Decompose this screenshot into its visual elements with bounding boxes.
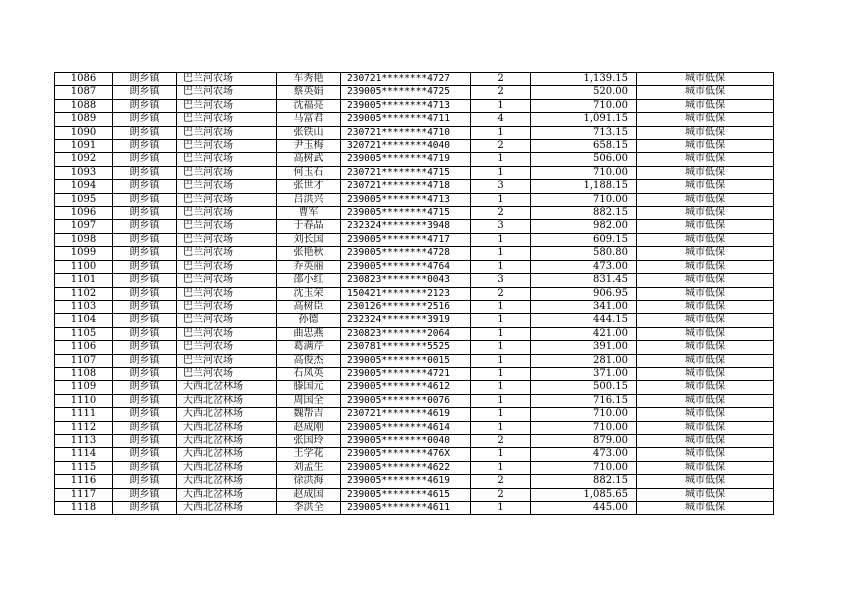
name-cell: 沈玉荣 (277, 287, 341, 300)
unit-cell: 巴兰河农场 (177, 300, 277, 313)
name-cell: 张世才 (277, 180, 341, 193)
id-number-cell: 239005********4611 (341, 502, 471, 515)
id-number-cell: 239005********4619 (341, 475, 471, 488)
id-number-cell: 230721********4715 (341, 166, 471, 179)
id-number-cell: 239005********0040 (341, 434, 471, 447)
table-row (55, 73, 774, 86)
unit-cell: 大西北岔林场 (177, 461, 277, 474)
name-cell: 刘孟生 (277, 461, 341, 474)
id-number-cell: 239005********0076 (341, 394, 471, 407)
name-cell: 邵小红 (277, 274, 341, 287)
name-cell: 曲忠燕 (277, 327, 341, 340)
unit-cell: 巴兰河农场 (177, 314, 277, 327)
assistance-type-cell: 城市低保 (637, 394, 774, 407)
id-number-cell: 239005********4713 (341, 193, 471, 206)
id-number-cell: 239005********4719 (341, 153, 471, 166)
id-number-cell: 230823********2064 (341, 327, 471, 340)
row-number: 1096 (55, 207, 113, 220)
table-row (55, 314, 774, 327)
row-number: 1103 (55, 300, 113, 313)
row-number: 1090 (55, 126, 113, 139)
assistance-type-cell: 城市低保 (637, 475, 774, 488)
household-count-cell: 1 (471, 126, 531, 139)
table-row (55, 180, 774, 193)
town-cell: 朗乡镇 (113, 448, 177, 461)
amount-cell: 882.15 (531, 475, 637, 488)
assistance-type-cell: 城市低保 (637, 341, 774, 354)
amount-cell: 1,091.15 (531, 113, 637, 126)
row-number: 1088 (55, 99, 113, 112)
table-row (55, 488, 774, 501)
household-count-cell: 1 (471, 408, 531, 421)
table-row (55, 354, 774, 367)
amount-cell: 831.45 (531, 274, 637, 287)
town-cell: 朗乡镇 (113, 113, 177, 126)
unit-cell: 巴兰河农场 (177, 180, 277, 193)
name-cell: 赵成国 (277, 488, 341, 501)
unit-cell: 巴兰河农场 (177, 166, 277, 179)
id-number-cell: 239005********4713 (341, 99, 471, 112)
unit-cell: 巴兰河农场 (177, 274, 277, 287)
id-number-cell: 239005********4725 (341, 86, 471, 99)
unit-cell: 巴兰河农场 (177, 113, 277, 126)
assistance-type-cell: 城市低保 (637, 113, 774, 126)
household-count-cell: 1 (471, 421, 531, 434)
name-cell: 乔英丽 (277, 260, 341, 273)
assistance-type-cell: 城市低保 (637, 300, 774, 313)
assistance-type-cell: 城市低保 (637, 502, 774, 515)
id-number-cell: 239005********4721 (341, 367, 471, 380)
town-cell: 朗乡镇 (113, 220, 177, 233)
name-cell: 石凤英 (277, 367, 341, 380)
town-cell: 朗乡镇 (113, 488, 177, 501)
row-number: 1097 (55, 220, 113, 233)
town-cell: 朗乡镇 (113, 475, 177, 488)
assistance-type-cell: 城市低保 (637, 166, 774, 179)
assistance-type-cell: 城市低保 (637, 126, 774, 139)
table-row (55, 247, 774, 260)
table-row (55, 421, 774, 434)
town-cell: 朗乡镇 (113, 341, 177, 354)
id-number-cell: 150421********2123 (341, 287, 471, 300)
row-number: 1100 (55, 260, 113, 273)
amount-cell: 520.00 (531, 86, 637, 99)
assistance-type-cell: 城市低保 (637, 99, 774, 112)
town-cell: 朗乡镇 (113, 126, 177, 139)
unit-cell: 巴兰河农场 (177, 99, 277, 112)
amount-cell: 580.80 (531, 247, 637, 260)
table-row (55, 113, 774, 126)
table-row (55, 207, 774, 220)
assistance-type-cell: 城市低保 (637, 140, 774, 153)
id-number-cell: 239005********4764 (341, 260, 471, 273)
id-number-cell: 239005********4612 (341, 381, 471, 394)
amount-cell: 1,085.65 (531, 488, 637, 501)
town-cell: 朗乡镇 (113, 394, 177, 407)
name-cell: 吕洪兴 (277, 193, 341, 206)
table-row (55, 166, 774, 179)
table-row (55, 408, 774, 421)
assistance-type-cell: 城市低保 (637, 367, 774, 380)
assistance-type-cell: 城市低保 (637, 434, 774, 447)
assistance-type-cell: 城市低保 (637, 448, 774, 461)
town-cell: 朗乡镇 (113, 193, 177, 206)
amount-cell: 609.15 (531, 233, 637, 246)
row-number: 1087 (55, 86, 113, 99)
row-number: 1086 (55, 73, 113, 86)
town-cell: 朗乡镇 (113, 300, 177, 313)
name-cell: 张艳秋 (277, 247, 341, 260)
table-row (55, 448, 774, 461)
row-number: 1108 (55, 367, 113, 380)
id-number-cell: 239005********0015 (341, 354, 471, 367)
name-cell: 张铁山 (277, 126, 341, 139)
name-cell: 高树臣 (277, 300, 341, 313)
amount-cell: 716.15 (531, 394, 637, 407)
name-cell: 周国全 (277, 394, 341, 407)
household-count-cell: 2 (471, 207, 531, 220)
assistance-type-cell: 城市低保 (637, 153, 774, 166)
assistance-type-cell: 城市低保 (637, 86, 774, 99)
amount-cell: 506.00 (531, 153, 637, 166)
id-number-cell: 239005********4728 (341, 247, 471, 260)
amount-cell: 1,139.15 (531, 73, 637, 86)
town-cell: 朗乡镇 (113, 180, 177, 193)
table-row (55, 193, 774, 206)
town-cell: 朗乡镇 (113, 421, 177, 434)
id-number-cell: 239005********4614 (341, 421, 471, 434)
household-count-cell: 2 (471, 475, 531, 488)
household-count-cell: 2 (471, 434, 531, 447)
household-count-cell: 2 (471, 73, 531, 86)
assistance-type-cell: 城市低保 (637, 260, 774, 273)
household-count-cell: 1 (471, 247, 531, 260)
table-row (55, 300, 774, 313)
household-count-cell: 1 (471, 153, 531, 166)
unit-cell: 大西北岔林场 (177, 488, 277, 501)
table-row (55, 233, 774, 246)
household-count-cell: 1 (471, 394, 531, 407)
amount-cell: 341.00 (531, 300, 637, 313)
row-number: 1114 (55, 448, 113, 461)
town-cell: 朗乡镇 (113, 274, 177, 287)
assistance-type-cell: 城市低保 (637, 421, 774, 434)
table-row (55, 220, 774, 233)
household-count-cell: 1 (471, 260, 531, 273)
assistance-type-cell: 城市低保 (637, 193, 774, 206)
assistance-type-cell: 城市低保 (637, 287, 774, 300)
table-row (55, 475, 774, 488)
name-cell: 曹军 (277, 207, 341, 220)
town-cell: 朗乡镇 (113, 367, 177, 380)
row-number: 1117 (55, 488, 113, 501)
household-count-cell: 2 (471, 86, 531, 99)
town-cell: 朗乡镇 (113, 434, 177, 447)
table-row (55, 86, 774, 99)
row-number: 1115 (55, 461, 113, 474)
name-cell: 沈福亮 (277, 99, 341, 112)
row-number: 1111 (55, 408, 113, 421)
roster-table (54, 72, 774, 515)
row-number: 1089 (55, 113, 113, 126)
table-row (55, 287, 774, 300)
household-count-cell: 2 (471, 140, 531, 153)
unit-cell: 巴兰河农场 (177, 73, 277, 86)
name-cell: 于春晶 (277, 220, 341, 233)
row-number: 1092 (55, 153, 113, 166)
household-count-cell: 1 (471, 381, 531, 394)
amount-cell: 1,188.15 (531, 180, 637, 193)
amount-cell: 473.00 (531, 448, 637, 461)
id-number-cell: 230721********4710 (341, 126, 471, 139)
town-cell: 朗乡镇 (113, 247, 177, 260)
town-cell: 朗乡镇 (113, 166, 177, 179)
name-cell: 车秀艳 (277, 73, 341, 86)
table-row (55, 274, 774, 287)
household-count-cell: 1 (471, 233, 531, 246)
assistance-type-cell: 城市低保 (637, 314, 774, 327)
assistance-type-cell: 城市低保 (637, 220, 774, 233)
row-number: 1104 (55, 314, 113, 327)
household-count-cell: 1 (471, 448, 531, 461)
table-row (55, 394, 774, 407)
unit-cell: 大西北岔林场 (177, 394, 277, 407)
amount-cell: 710.00 (531, 461, 637, 474)
unit-cell: 巴兰河农场 (177, 287, 277, 300)
amount-cell: 445.00 (531, 502, 637, 515)
table-row (55, 327, 774, 340)
row-number: 1094 (55, 180, 113, 193)
id-number-cell: 239005********4717 (341, 233, 471, 246)
amount-cell: 473.00 (531, 260, 637, 273)
town-cell: 朗乡镇 (113, 73, 177, 86)
row-number: 1101 (55, 274, 113, 287)
unit-cell: 巴兰河农场 (177, 233, 277, 246)
row-number: 1113 (55, 434, 113, 447)
row-number: 1107 (55, 354, 113, 367)
unit-cell: 巴兰河农场 (177, 86, 277, 99)
name-cell: 高树武 (277, 153, 341, 166)
name-cell: 刘长国 (277, 233, 341, 246)
household-count-cell: 3 (471, 220, 531, 233)
unit-cell: 巴兰河农场 (177, 367, 277, 380)
row-number: 1109 (55, 381, 113, 394)
amount-cell: 710.00 (531, 421, 637, 434)
amount-cell: 882.15 (531, 207, 637, 220)
town-cell: 朗乡镇 (113, 502, 177, 515)
unit-cell: 大西北岔林场 (177, 421, 277, 434)
town-cell: 朗乡镇 (113, 233, 177, 246)
assistance-type-cell: 城市低保 (637, 354, 774, 367)
name-cell: 魏帮吉 (277, 408, 341, 421)
row-number: 1106 (55, 341, 113, 354)
household-count-cell: 1 (471, 354, 531, 367)
unit-cell: 大西北岔林场 (177, 434, 277, 447)
name-cell: 孙德 (277, 314, 341, 327)
household-count-cell: 1 (471, 166, 531, 179)
table-row (55, 381, 774, 394)
town-cell: 朗乡镇 (113, 381, 177, 394)
unit-cell: 巴兰河农场 (177, 193, 277, 206)
town-cell: 朗乡镇 (113, 140, 177, 153)
unit-cell: 巴兰河农场 (177, 126, 277, 139)
id-number-cell: 239005********4615 (341, 488, 471, 501)
row-number: 1095 (55, 193, 113, 206)
row-number: 1110 (55, 394, 113, 407)
name-cell: 王学花 (277, 448, 341, 461)
amount-cell: 658.15 (531, 140, 637, 153)
amount-cell: 421.00 (531, 327, 637, 340)
name-cell: 张国玲 (277, 434, 341, 447)
unit-cell: 大西北岔林场 (177, 475, 277, 488)
id-number-cell: 230721********4718 (341, 180, 471, 193)
unit-cell: 巴兰河农场 (177, 247, 277, 260)
household-count-cell: 4 (471, 113, 531, 126)
town-cell: 朗乡镇 (113, 287, 177, 300)
unit-cell: 巴兰河农场 (177, 207, 277, 220)
id-number-cell: 239005********4715 (341, 207, 471, 220)
town-cell: 朗乡镇 (113, 461, 177, 474)
household-count-cell: 3 (471, 274, 531, 287)
unit-cell: 巴兰河农场 (177, 341, 277, 354)
assistance-type-cell: 城市低保 (637, 327, 774, 340)
assistance-type-cell: 城市低保 (637, 461, 774, 474)
unit-cell: 巴兰河农场 (177, 140, 277, 153)
id-number-cell: 230126********2516 (341, 300, 471, 313)
name-cell: 何玉石 (277, 166, 341, 179)
row-number: 1102 (55, 287, 113, 300)
household-count-cell: 1 (471, 99, 531, 112)
household-count-cell: 1 (471, 327, 531, 340)
name-cell: 葛满芹 (277, 341, 341, 354)
household-count-cell: 1 (471, 367, 531, 380)
town-cell: 朗乡镇 (113, 327, 177, 340)
household-count-cell: 1 (471, 341, 531, 354)
assistance-type-cell: 城市低保 (637, 233, 774, 246)
household-count-cell: 1 (471, 461, 531, 474)
name-cell: 滕国元 (277, 381, 341, 394)
assistance-type-cell: 城市低保 (637, 207, 774, 220)
town-cell: 朗乡镇 (113, 99, 177, 112)
amount-cell: 906.95 (531, 287, 637, 300)
row-number: 1118 (55, 502, 113, 515)
name-cell: 赵成刚 (277, 421, 341, 434)
assistance-type-cell: 城市低保 (637, 381, 774, 394)
household-count-cell: 2 (471, 287, 531, 300)
town-cell: 朗乡镇 (113, 314, 177, 327)
name-cell: 蔡英娟 (277, 86, 341, 99)
town-cell: 朗乡镇 (113, 153, 177, 166)
table-row (55, 502, 774, 515)
assistance-type-cell: 城市低保 (637, 488, 774, 501)
table-row (55, 367, 774, 380)
household-count-cell: 1 (471, 193, 531, 206)
amount-cell: 444.15 (531, 314, 637, 327)
amount-cell: 710.00 (531, 99, 637, 112)
household-count-cell: 1 (471, 502, 531, 515)
unit-cell: 巴兰河农场 (177, 220, 277, 233)
table-row (55, 140, 774, 153)
name-cell: 徐洪海 (277, 475, 341, 488)
name-cell: 李洪全 (277, 502, 341, 515)
id-number-cell: 232324********3948 (341, 220, 471, 233)
amount-cell: 281.00 (531, 354, 637, 367)
table-row (55, 153, 774, 166)
amount-cell: 713.15 (531, 126, 637, 139)
table-row (55, 99, 774, 112)
assistance-type-cell: 城市低保 (637, 274, 774, 287)
name-cell: 高俊杰 (277, 354, 341, 367)
id-number-cell: 320721********4040 (341, 140, 471, 153)
name-cell: 尹玉梅 (277, 140, 341, 153)
id-number-cell: 230721********4727 (341, 73, 471, 86)
amount-cell: 982.00 (531, 220, 637, 233)
row-number: 1112 (55, 421, 113, 434)
unit-cell: 巴兰河农场 (177, 153, 277, 166)
id-number-cell: 239005********4711 (341, 113, 471, 126)
unit-cell: 巴兰河农场 (177, 354, 277, 367)
unit-cell: 大西北岔林场 (177, 408, 277, 421)
household-count-cell: 1 (471, 300, 531, 313)
row-number: 1091 (55, 140, 113, 153)
amount-cell: 710.00 (531, 166, 637, 179)
assistance-type-cell: 城市低保 (637, 247, 774, 260)
row-number: 1105 (55, 327, 113, 340)
household-count-cell: 1 (471, 314, 531, 327)
assistance-type-cell: 城市低保 (637, 408, 774, 421)
unit-cell: 大西北岔林场 (177, 502, 277, 515)
unit-cell: 巴兰河农场 (177, 327, 277, 340)
row-number: 1099 (55, 247, 113, 260)
household-count-cell: 2 (471, 488, 531, 501)
id-number-cell: 230721********4619 (341, 408, 471, 421)
id-number-cell: 239005********4622 (341, 461, 471, 474)
table-row (55, 434, 774, 447)
row-number: 1116 (55, 475, 113, 488)
table-row (55, 461, 774, 474)
amount-cell: 500.15 (531, 381, 637, 394)
row-number: 1098 (55, 233, 113, 246)
unit-cell: 巴兰河农场 (177, 260, 277, 273)
amount-cell: 710.00 (531, 193, 637, 206)
row-number: 1093 (55, 166, 113, 179)
table-row (55, 260, 774, 273)
id-number-cell: 230781********5525 (341, 341, 471, 354)
assistance-type-cell: 城市低保 (637, 180, 774, 193)
table-row (55, 126, 774, 139)
id-number-cell: 230823********0043 (341, 274, 471, 287)
amount-cell: 391.00 (531, 341, 637, 354)
name-cell: 马富君 (277, 113, 341, 126)
amount-cell: 710.00 (531, 408, 637, 421)
town-cell: 朗乡镇 (113, 354, 177, 367)
town-cell: 朗乡镇 (113, 408, 177, 421)
town-cell: 朗乡镇 (113, 86, 177, 99)
town-cell: 朗乡镇 (113, 207, 177, 220)
table-row (55, 341, 774, 354)
amount-cell: 879.00 (531, 434, 637, 447)
amount-cell: 371.00 (531, 367, 637, 380)
id-number-cell: 239005********476X (341, 448, 471, 461)
unit-cell: 大西北岔林场 (177, 448, 277, 461)
id-number-cell: 232324********3919 (341, 314, 471, 327)
assistance-type-cell: 城市低保 (637, 73, 774, 86)
unit-cell: 大西北岔林场 (177, 381, 277, 394)
town-cell: 朗乡镇 (113, 260, 177, 273)
household-count-cell: 3 (471, 180, 531, 193)
